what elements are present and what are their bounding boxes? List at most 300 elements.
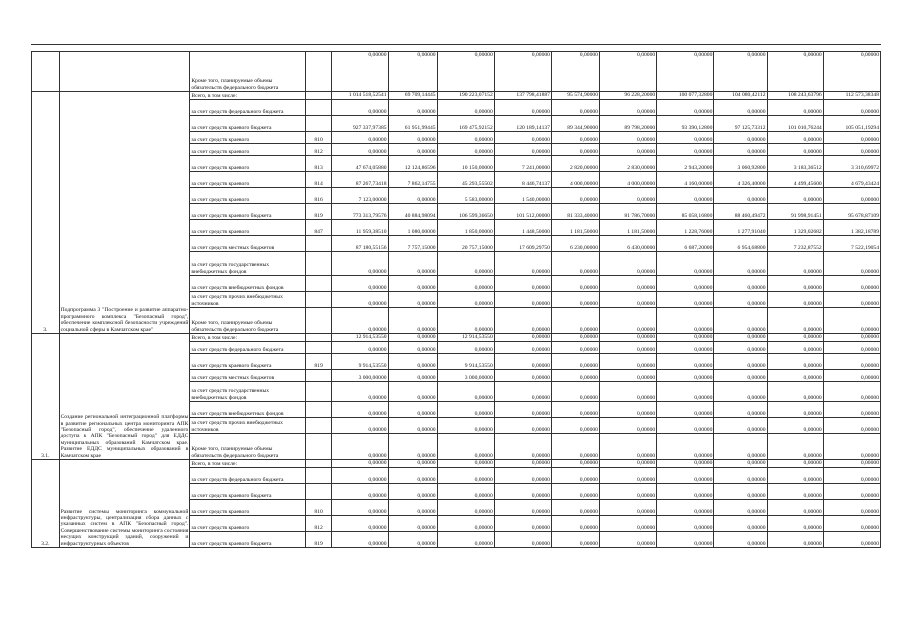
amount-cell: 7 757,15000	[388, 236, 437, 252]
amount-cell: 0,00000	[437, 308, 494, 334]
amount-cell: 0,00000	[332, 532, 388, 548]
amount-cell: 1 014 518,52541	[332, 92, 388, 100]
amount-cell: 61 951,99445	[388, 116, 437, 132]
amount-cell: 2 830,00000	[599, 156, 656, 172]
amount-cell: 0,00000	[494, 252, 551, 276]
amount-cell: 0,00000	[767, 334, 823, 342]
amount-cell: 0,00000	[657, 252, 714, 276]
amount-cell: 69 709,14445	[388, 92, 437, 100]
amount-cell: 4 000,00000	[599, 172, 656, 188]
amount-cell: 0,00000	[388, 434, 437, 460]
funding-source: Кроме того, планируемые объемы обязательств федерального бюджета	[190, 52, 305, 92]
amount-cell: 6 954,68800	[714, 236, 767, 252]
amount-cell: 93 390,12800	[657, 116, 714, 132]
amount-cell: 0,00000	[714, 418, 767, 434]
amount-cell: 0,00000	[714, 132, 767, 144]
amount-cell: 0,00000	[714, 370, 767, 382]
amount-cell: 0,00000	[551, 516, 599, 532]
amount-cell: 0,00000	[551, 370, 599, 382]
amount-cell: 40 884,98094	[388, 204, 437, 220]
amount-cell: 0,00000	[767, 468, 823, 484]
amount-cell: 0,00000	[494, 52, 551, 92]
budget-code: 810	[305, 132, 332, 144]
amount-cell: 0,00000	[767, 516, 823, 532]
amount-cell: 91 998,91451	[767, 204, 823, 220]
budget-code	[305, 418, 332, 434]
amount-cell: 0,00000	[657, 434, 714, 460]
amount-cell: 0,00000	[599, 144, 656, 156]
amount-cell: 104 080,42112	[714, 92, 767, 100]
amount-cell: 0,00000	[599, 418, 656, 434]
amount-cell: 0,00000	[714, 532, 767, 548]
amount-cell: 0,00000	[823, 434, 880, 460]
amount-cell: 0,00000	[767, 100, 823, 116]
budget-code	[305, 252, 332, 276]
amount-cell: 0,00000	[657, 460, 714, 468]
amount-cell: 47 674,05880	[332, 156, 388, 172]
amount-cell: 0,00000	[332, 292, 388, 308]
amount-cell: 0,00000	[767, 292, 823, 308]
amount-cell: 0,00000	[714, 100, 767, 116]
budget-code: 812	[305, 144, 332, 156]
budget-code	[305, 100, 332, 116]
amount-cell: 0,00000	[657, 52, 714, 92]
amount-cell: 0,00000	[599, 460, 656, 468]
amount-cell: 1 850,00000	[437, 220, 494, 236]
amount-cell: 0,00000	[551, 468, 599, 484]
amount-cell: 100 077,32800	[657, 92, 714, 100]
amount-cell: 0,00000	[599, 468, 656, 484]
amount-cell: 0,00000	[823, 532, 880, 548]
amount-cell: 0,00000	[657, 532, 714, 548]
amount-cell: 6 687,20000	[657, 236, 714, 252]
amount-cell: 0,00000	[714, 188, 767, 204]
amount-cell: 0,00000	[494, 292, 551, 308]
funding-source: Кроме того, планируемые объемы обязательств федерального бюджета	[190, 434, 305, 460]
amount-cell: 0,00000	[388, 132, 437, 144]
budget-code	[305, 52, 332, 92]
amount-cell: 0,00000	[332, 402, 388, 418]
amount-cell: 0,00000	[767, 500, 823, 516]
amount-cell: 0,00000	[332, 418, 388, 434]
amount-cell: 0,00000	[494, 532, 551, 548]
amount-cell: 0,00000	[332, 52, 388, 92]
amount-cell: 0,00000	[599, 382, 656, 402]
amount-cell: 0,00000	[494, 144, 551, 156]
amount-cell: 0,00000	[551, 484, 599, 500]
amount-cell: 0,00000	[599, 308, 656, 334]
budget-code: 819	[305, 354, 332, 370]
amount-cell: 0,00000	[437, 500, 494, 516]
amount-cell: 0,00000	[714, 500, 767, 516]
amount-cell: 0,00000	[767, 342, 823, 354]
amount-cell: 0,00000	[437, 382, 494, 402]
amount-cell: 0,00000	[494, 100, 551, 116]
amount-cell: 0,00000	[823, 276, 880, 292]
amount-cell: 0,00000	[657, 484, 714, 500]
amount-cell: 0,00000	[388, 342, 437, 354]
amount-cell: 0,00000	[657, 418, 714, 434]
funding-source: за счет средств федерального бюджета	[190, 468, 305, 484]
budget-code	[305, 434, 332, 460]
amount-cell: 169 475,92152	[437, 116, 494, 132]
amount-cell: 0,00000	[494, 402, 551, 418]
table-row	[32, 52, 881, 92]
amount-cell: 0,00000	[388, 468, 437, 484]
section-name: Создание региональной интеграционной платформы в развитие региональных центра мониторинга АПК "Безопасный город", обеспечение удаленного доступа к АПК "Безопасный город" для ЕДДС муниципальных образований Камчатском крае. Развитие ЕДДС муниципальных образований в Камчатском крае	[59, 334, 190, 460]
amount-cell: 87 267,73418	[332, 172, 388, 188]
amount-cell: 4 326,40000	[714, 172, 767, 188]
amount-cell: 0,00000	[551, 500, 599, 516]
amount-cell: 0,00000	[767, 484, 823, 500]
budget-code	[305, 308, 332, 334]
funding-source: Всего, в том числе:	[190, 334, 305, 342]
section-name: Развитие системы мониторинга коммунальной инфраструктуры, централизация сбора данных с указанных систем в АПК "Безопасный город". Совершенствование системы мониторинга состояния несущих конструкций зданий, сооружений и инфраструктурных объектов	[59, 460, 190, 548]
amount-cell: 0,00000	[823, 252, 880, 276]
amount-cell: 0,00000	[823, 402, 880, 418]
section-number: 3.2.	[32, 460, 60, 548]
amount-cell: 11 959,38510	[332, 220, 388, 236]
amount-cell: 0,00000	[599, 188, 656, 204]
amount-cell: 0,00000	[599, 532, 656, 548]
amount-cell: 0,00000	[551, 188, 599, 204]
budget-code	[305, 460, 332, 468]
amount-cell: 0,00000	[494, 370, 551, 382]
budget-code	[305, 334, 332, 342]
budget-code: 819	[305, 204, 332, 220]
amount-cell: 0,00000	[823, 144, 880, 156]
amount-cell: 81 786,70000	[599, 204, 656, 220]
amount-cell: 0,00000	[714, 342, 767, 354]
amount-cell: 0,00000	[437, 468, 494, 484]
funding-source: за счет средств краевого	[190, 220, 305, 236]
amount-cell: 0,00000	[714, 402, 767, 418]
funding-source: за счет средств краевого	[190, 144, 305, 156]
amount-cell: 0,00000	[437, 418, 494, 434]
amount-cell: 0,00000	[494, 516, 551, 532]
amount-cell: 137 798,41887	[494, 92, 551, 100]
amount-cell: 0,00000	[767, 434, 823, 460]
budget-table	[31, 51, 881, 548]
amount-cell: 0,00000	[437, 292, 494, 308]
amount-cell: 0,00000	[551, 354, 599, 370]
funding-source: за счет средств краевого	[190, 156, 305, 172]
amount-cell: 0,00000	[714, 516, 767, 532]
funding-source: за счет средств государственных внебюджетных фондов	[190, 382, 305, 402]
amount-cell: 20 757,15000	[437, 236, 494, 252]
amount-cell: 7 862,14755	[388, 172, 437, 188]
amount-cell: 1 448,50000	[494, 220, 551, 236]
funding-source: за счет средств краевого бюджета	[190, 116, 305, 132]
amount-cell: 6 230,00000	[551, 236, 599, 252]
amount-cell: 0,00000	[714, 382, 767, 402]
amount-cell: 0,00000	[823, 188, 880, 204]
top-border-line	[31, 44, 881, 45]
amount-cell: 0,00000	[494, 354, 551, 370]
budget-code	[305, 292, 332, 308]
amount-cell: 0,00000	[494, 132, 551, 144]
amount-cell: 6 430,00000	[599, 236, 656, 252]
amount-cell: 0,00000	[332, 308, 388, 334]
amount-cell: 0,00000	[494, 460, 551, 468]
amount-cell: 0,00000	[657, 132, 714, 144]
amount-cell: 0,00000	[714, 484, 767, 500]
amount-cell: 4 000,00000	[551, 172, 599, 188]
amount-cell: 0,00000	[551, 52, 599, 92]
amount-cell: 10 150,00000	[437, 156, 494, 172]
amount-cell: 0,00000	[714, 468, 767, 484]
amount-cell: 0,00000	[494, 382, 551, 402]
amount-cell: 1 382,18789	[823, 220, 880, 236]
amount-cell: 120 189,14137	[494, 116, 551, 132]
amount-cell: 89 798,20000	[599, 116, 656, 132]
budget-code	[305, 370, 332, 382]
amount-cell: 5 583,00000	[437, 188, 494, 204]
budget-code: 812	[305, 516, 332, 532]
amount-cell: 12 914,53550	[437, 334, 494, 342]
amount-cell: 0,00000	[437, 484, 494, 500]
amount-cell: 12 124,86596	[388, 156, 437, 172]
amount-cell: 0,00000	[437, 52, 494, 92]
amount-cell: 112 573,38348	[823, 92, 880, 100]
amount-cell: 4 499,45600	[767, 172, 823, 188]
amount-cell: 0,00000	[823, 100, 880, 116]
amount-cell: 0,00000	[657, 382, 714, 402]
amount-cell: 927 337,97385	[332, 116, 388, 132]
amount-cell: 0,00000	[551, 292, 599, 308]
amount-cell: 0,00000	[767, 52, 823, 92]
amount-cell: 101 512,00000	[494, 204, 551, 220]
amount-cell: 101 010,76244	[767, 116, 823, 132]
funding-source: за счет средств краевого бюджета	[190, 354, 305, 370]
budget-code	[305, 116, 332, 132]
funding-source: за счет средств местных бюджетов	[190, 370, 305, 382]
amount-cell: 4 160,00000	[657, 172, 714, 188]
amount-cell: 0,00000	[767, 276, 823, 292]
amount-cell: 81 333,40000	[551, 204, 599, 220]
amount-cell: 0,00000	[388, 100, 437, 116]
amount-cell: 0,00000	[714, 434, 767, 460]
amount-cell: 0,00000	[332, 434, 388, 460]
funding-source: Кроме того, планируемые объемы обязательств федерального бюджета	[190, 308, 305, 334]
table-row	[32, 92, 881, 100]
amount-cell: 0,00000	[494, 276, 551, 292]
budget-code: 813	[305, 156, 332, 172]
budget-code: 810	[305, 500, 332, 516]
amount-cell: 0,00000	[388, 532, 437, 548]
amount-cell: 1 540,00000	[494, 188, 551, 204]
amount-cell: 0,00000	[823, 516, 880, 532]
funding-source: за счет средств государственных внебюджетных фондов	[190, 252, 305, 276]
amount-cell: 0,00000	[823, 292, 880, 308]
section-number	[32, 52, 60, 92]
funding-source: за счет средств внебюджетных фондов	[190, 402, 305, 418]
amount-cell: 1 329,02682	[767, 220, 823, 236]
amount-cell: 0,00000	[332, 468, 388, 484]
amount-cell: 0,00000	[388, 382, 437, 402]
amount-cell: 0,00000	[388, 402, 437, 418]
amount-cell: 0,00000	[767, 354, 823, 370]
amount-cell: 0,00000	[437, 100, 494, 116]
amount-cell: 0,00000	[599, 132, 656, 144]
budget-code: 814	[305, 172, 332, 188]
amount-cell: 773 313,79576	[332, 204, 388, 220]
amount-cell: 0,00000	[767, 418, 823, 434]
budget-code	[305, 236, 332, 252]
amount-cell: 0,00000	[657, 468, 714, 484]
amount-cell: 0,00000	[823, 308, 880, 334]
amount-cell: 0,00000	[388, 516, 437, 532]
amount-cell: 0,00000	[388, 334, 437, 342]
amount-cell: 0,00000	[599, 52, 656, 92]
amount-cell: 0,00000	[657, 334, 714, 342]
amount-cell: 0,00000	[332, 342, 388, 354]
amount-cell: 0,00000	[599, 342, 656, 354]
funding-source: за счет средств краевого	[190, 500, 305, 516]
amount-cell: 0,00000	[767, 188, 823, 204]
amount-cell: 0,00000	[599, 252, 656, 276]
amount-cell: 0,00000	[551, 144, 599, 156]
table-row	[32, 460, 881, 468]
amount-cell: 0,00000	[767, 144, 823, 156]
funding-source: за счет средств прочих внебюджетных источников	[190, 292, 305, 308]
amount-cell: 0,00000	[823, 382, 880, 402]
amount-cell: 2 820,00000	[551, 156, 599, 172]
amount-cell: 0,00000	[332, 252, 388, 276]
amount-cell: 4 679,43424	[823, 172, 880, 188]
section-name	[59, 52, 190, 92]
amount-cell: 108 243,63796	[767, 92, 823, 100]
amount-cell: 0,00000	[388, 370, 437, 382]
amount-cell: 0,00000	[767, 532, 823, 548]
amount-cell: 96 228,20000	[599, 92, 656, 100]
budget-code	[305, 402, 332, 418]
amount-cell: 0,00000	[657, 500, 714, 516]
amount-cell: 0,00000	[714, 354, 767, 370]
amount-cell: 0,00000	[332, 276, 388, 292]
amount-cell: 95 574,90000	[551, 92, 599, 100]
table-row	[32, 334, 881, 342]
funding-source: за счет средств федерального бюджета	[190, 100, 305, 116]
amount-cell: 0,00000	[437, 434, 494, 460]
amount-cell: 0,00000	[551, 252, 599, 276]
amount-cell: 0,00000	[388, 276, 437, 292]
amount-cell: 0,00000	[599, 484, 656, 500]
amount-cell: 0,00000	[823, 500, 880, 516]
amount-cell: 0,00000	[494, 308, 551, 334]
section-number: 3.	[32, 92, 60, 334]
amount-cell: 0,00000	[332, 132, 388, 144]
amount-cell: 7 522,19054	[823, 236, 880, 252]
amount-cell: 0,00000	[599, 276, 656, 292]
funding-source: за счет средств местных бюджетов	[190, 236, 305, 252]
amount-cell: 0,00000	[332, 460, 388, 468]
amount-cell: 0,00000	[714, 334, 767, 342]
amount-cell: 3 000,00000	[332, 370, 388, 382]
amount-cell: 0,00000	[437, 460, 494, 468]
amount-cell: 0,00000	[657, 516, 714, 532]
amount-cell: 0,00000	[767, 370, 823, 382]
amount-cell: 0,00000	[767, 460, 823, 468]
amount-cell: 0,00000	[714, 252, 767, 276]
amount-cell: 3 060,92800	[714, 156, 767, 172]
amount-cell: 0,00000	[599, 370, 656, 382]
budget-body	[32, 52, 881, 548]
funding-source: за счет средств краевого бюджета	[190, 532, 305, 548]
amount-cell: 0,00000	[494, 418, 551, 434]
funding-source: за счет средств прочих внебюджетных источников	[190, 418, 305, 434]
amount-cell: 0,00000	[332, 382, 388, 402]
amount-cell: 0,00000	[657, 354, 714, 370]
budget-code: 816	[305, 188, 332, 204]
amount-cell: 0,00000	[437, 144, 494, 156]
amount-cell: 0,00000	[767, 382, 823, 402]
amount-cell: 0,00000	[823, 342, 880, 354]
amount-cell: 0,00000	[494, 468, 551, 484]
funding-source: Всего, в том числе:	[190, 460, 305, 468]
amount-cell: 7 241,00000	[494, 156, 551, 172]
amount-cell: 0,00000	[714, 292, 767, 308]
amount-cell: 0,00000	[332, 484, 388, 500]
funding-source: за счет средств федерального бюджета	[190, 342, 305, 354]
amount-cell: 0,00000	[332, 516, 388, 532]
amount-cell: 0,00000	[657, 370, 714, 382]
funding-source: Всего, в том числе:	[190, 92, 305, 100]
amount-cell: 9 914,53550	[332, 354, 388, 370]
amount-cell: 0,00000	[494, 500, 551, 516]
amount-cell: 97 125,73312	[714, 116, 767, 132]
amount-cell: 0,00000	[551, 132, 599, 144]
amount-cell: 0,00000	[551, 100, 599, 116]
amount-cell: 0,00000	[388, 500, 437, 516]
amount-cell: 7 232,87552	[767, 236, 823, 252]
budget-code	[305, 468, 332, 484]
budget-code	[305, 92, 332, 100]
amount-cell: 87 180,55156	[332, 236, 388, 252]
amount-cell: 0,00000	[388, 292, 437, 308]
section-name: Подпрограмма 3 "Построение и развитие аппаратно-программного комплекса "Безопасный город", обеспечение комплексной безопасности учреждений социальной сферы в Камчатском крае"	[59, 92, 190, 334]
amount-cell: 1 228,76000	[657, 220, 714, 236]
amount-cell: 17 609,29750	[494, 236, 551, 252]
amount-cell: 0,00000	[823, 484, 880, 500]
amount-cell: 0,00000	[599, 292, 656, 308]
amount-cell: 0,00000	[767, 402, 823, 418]
budget-code: 847	[305, 220, 332, 236]
amount-cell: 3 310,69972	[823, 156, 880, 172]
amount-cell: 0,00000	[657, 342, 714, 354]
amount-cell: 0,00000	[388, 252, 437, 276]
amount-cell: 0,00000	[657, 292, 714, 308]
amount-cell: 0,00000	[494, 484, 551, 500]
amount-cell: 0,00000	[332, 144, 388, 156]
amount-cell: 8 446,74137	[494, 172, 551, 188]
amount-cell: 0,00000	[657, 100, 714, 116]
amount-cell: 3 183,36512	[767, 156, 823, 172]
amount-cell: 0,00000	[767, 252, 823, 276]
amount-cell: 0,00000	[657, 188, 714, 204]
amount-cell: 0,00000	[437, 516, 494, 532]
amount-cell: 0,00000	[388, 354, 437, 370]
amount-cell: 0,00000	[437, 402, 494, 418]
amount-cell: 0,00000	[437, 532, 494, 548]
amount-cell: 0,00000	[551, 276, 599, 292]
amount-cell: 0,00000	[332, 500, 388, 516]
amount-cell: 0,00000	[551, 434, 599, 460]
amount-cell: 0,00000	[551, 334, 599, 342]
amount-cell: 0,00000	[437, 276, 494, 292]
amount-cell: 0,00000	[388, 144, 437, 156]
amount-cell: 45 293,55502	[437, 172, 494, 188]
